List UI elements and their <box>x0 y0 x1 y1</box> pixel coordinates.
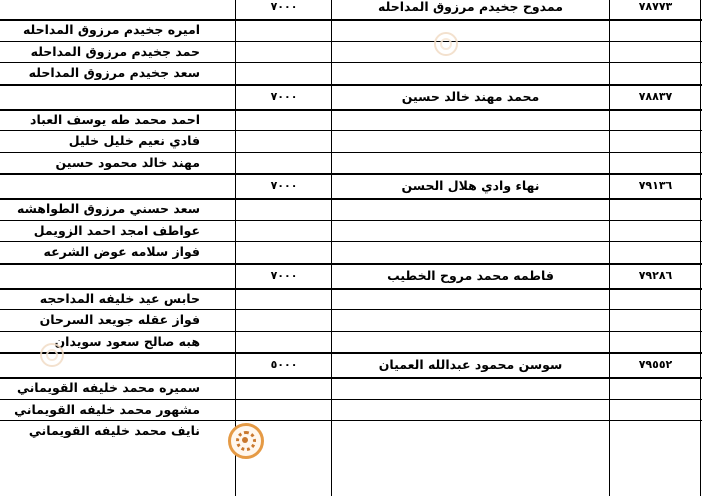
table-row <box>0 198 702 220</box>
table-row <box>0 62 702 84</box>
table-row <box>0 309 702 331</box>
beneficiary-name: فواز سلامه عوض الشرعه <box>43 244 200 260</box>
beneficiary-name: نايف محمد خليفه القويماني <box>28 423 200 439</box>
table-row <box>0 263 702 288</box>
record-id: ٧٩١٣٦ <box>638 179 673 192</box>
beneficiary-name: عواطف امجد احمد الزويمل <box>33 222 200 238</box>
table-row <box>0 173 702 198</box>
watermark-seal-icon <box>40 343 64 367</box>
table-row <box>0 241 702 263</box>
beneficiary-name: احمد محمد طه يوسف العباد <box>30 111 200 127</box>
table-row <box>0 152 702 174</box>
beneficiary-name: سعد حسني مرزوق الطواهشه <box>16 201 200 217</box>
beneficiary-name: مشهور محمد خليفه القويماني <box>14 401 200 417</box>
applicant-name: سوسن محمود عبدالله العميان <box>378 357 563 372</box>
amount: ٧٠٠٠ <box>270 89 298 103</box>
table-row <box>0 109 702 131</box>
table-row <box>0 399 702 421</box>
amount: ٧٠٠٠ <box>270 0 298 13</box>
beneficiary-name: فواز عقله جويعد السرحان <box>39 312 200 328</box>
applicant-name: ممدوح جخيدم مرزوق المداحله <box>378 0 563 14</box>
table-row <box>0 377 702 399</box>
record-id: ٧٨٨٣٧ <box>638 89 673 103</box>
applicant-name: نهاء وادي هلال الحسن <box>401 178 540 193</box>
table-row <box>0 19 702 41</box>
amount: ٧٠٠٠ <box>270 179 298 192</box>
beneficiary-name: هبه صالح سعود سويدان <box>54 333 200 349</box>
beneficiary-name: فادي نعيم خليل خليل <box>68 133 200 149</box>
applicant-name: فاطمه محمد مروح الخطيب <box>387 267 554 283</box>
table-row <box>0 220 702 242</box>
table-row <box>0 41 702 63</box>
official-seal-icon <box>228 423 264 459</box>
watermark-seal-icon <box>434 32 458 56</box>
table-row <box>0 288 702 310</box>
beneficiary-name: سعد جخيدم مرزوق المداحله <box>28 65 200 81</box>
amount: ٥٠٠٠ <box>270 358 298 371</box>
beneficiary-name: اميره جخيدم مرزوق المداحله <box>22 22 200 38</box>
table-row <box>0 130 702 152</box>
record-id: ٧٩٢٨٦ <box>638 268 673 282</box>
beneficiary-name: سميره محمد خليفه القويماني <box>16 380 200 396</box>
beneficiary-name: حمد جخيدم مرزوق المداحله <box>30 43 200 59</box>
amount: ٧٠٠٠ <box>270 268 298 282</box>
table-row <box>0 84 702 109</box>
table-row <box>0 420 702 442</box>
table-row <box>0 0 702 19</box>
beneficiary-name: مهند خالد محمود حسين <box>55 154 200 170</box>
beneficiary-name: حابس عيد خليفه المداحجه <box>39 290 200 306</box>
table-row <box>0 352 702 377</box>
table-row <box>0 331 702 353</box>
record-id: ٧٨٧٧٣ <box>638 0 673 13</box>
record-id: ٧٩٥٥٢ <box>638 358 673 371</box>
applicant-name: محمد مهند خالد حسين <box>401 88 540 104</box>
